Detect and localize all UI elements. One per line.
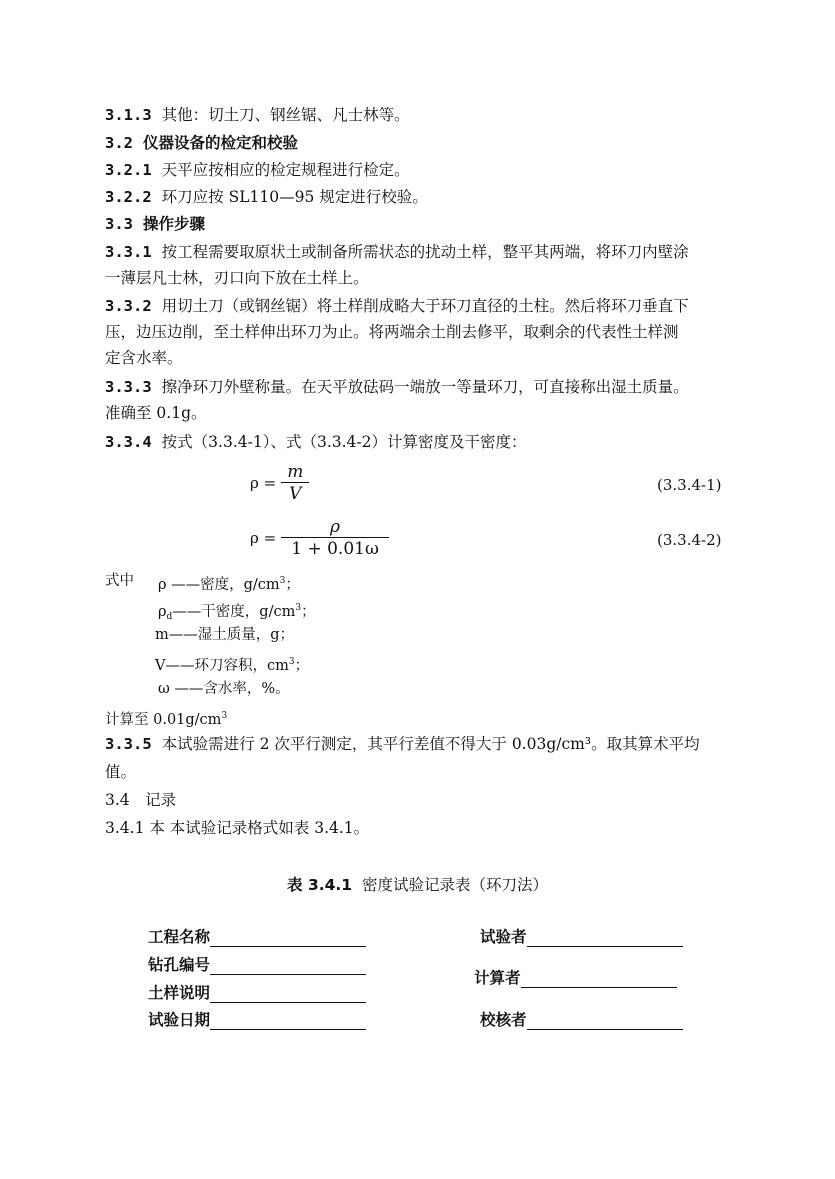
borehole-no-field: [148, 955, 366, 975]
superscript: 3: [279, 576, 286, 586]
definition-symbol: ρ: [158, 604, 167, 620]
formula-fraction: [281, 462, 309, 504]
checker-field: [480, 1010, 683, 1030]
calculator-field: [474, 968, 677, 988]
checker-input-line[interactable]: [527, 1011, 683, 1030]
section-number: 3.3.3: [105, 378, 152, 396]
section-heading: 操作步骤: [143, 215, 206, 233]
definition-dry-density: [158, 598, 316, 627]
sample-desc-field: [148, 983, 366, 1003]
section-number: 3.2: [105, 134, 133, 152]
section-3-1-3: [105, 105, 735, 125]
section-text: 天平应按相应的检定规程进行检定。: [161, 161, 410, 179]
definition-volume: [155, 652, 309, 676]
section-number: 3.3: [105, 215, 133, 233]
field-label: 校核者: [480, 1011, 527, 1029]
definition-text: ρ ——密度，g/cm: [158, 577, 280, 593]
section-3-3-2-line2: 压，边压边削，至土样伸出环刀为止。将两端余土削去修平，取剩余的代表性土样测: [105, 323, 679, 341]
punctuation: ；: [294, 658, 310, 674]
section-3-3-4: [105, 432, 735, 452]
section-3-3-5-line2: 值。: [105, 763, 137, 781]
section-text: 按工程需要取原状土或制备所需状态的扰动土样，整平其两端，将环刀内壁涂: [161, 243, 689, 261]
field-label: 土样说明: [148, 984, 211, 1002]
definitions-intro: 式中: [105, 573, 134, 589]
formula-lhs: ρ =: [250, 529, 277, 547]
section-heading: 仪器设备的检定和校验: [143, 134, 299, 152]
section-text: 按式（3.3.4-1）、式（3.3.4-2）计算密度及干密度：: [161, 433, 527, 451]
formula-numerator: m: [287, 462, 304, 482]
formula-fraction: [281, 517, 389, 559]
note-text: 计算至 0.01g/cm: [105, 712, 222, 728]
definition-text: V——环刀容积，cm: [155, 658, 289, 674]
section-text: 擦净环刀外壁称量。在天平放砝码一端放一等量环刀，可直接称出湿土质量。: [161, 378, 689, 396]
formula-denominator: V: [281, 482, 309, 504]
definition-density: [158, 571, 300, 595]
field-label: 钻孔编号: [148, 956, 211, 974]
calculator-input-line[interactable]: [521, 969, 677, 988]
superscript: 3: [221, 711, 228, 721]
definition-wet-mass: m——湿土质量，g；: [155, 627, 295, 643]
formula-dry-density: [250, 517, 389, 559]
section-number: 3.3.1: [105, 243, 152, 261]
superscript: 3: [295, 603, 302, 613]
section-3-3-heading: [105, 214, 735, 234]
project-name-field: [148, 927, 366, 947]
field-label: 试验者: [480, 928, 527, 946]
borehole-no-input-line[interactable]: [210, 956, 366, 975]
section-text: 本试验需进行 2 次平行测定，其平行差值不得大于 0.03g/cm³。取其算术平均: [161, 735, 700, 753]
subscript: d: [166, 612, 173, 622]
equation-number: (3.3.4-2): [657, 531, 722, 549]
formula-density: [250, 462, 309, 504]
equation-number: (3.3.4-1): [657, 476, 722, 494]
field-label: 试验日期: [148, 1011, 211, 1029]
definition-text: ——干密度，g/cm: [172, 604, 296, 620]
tester-input-line[interactable]: [527, 928, 683, 947]
sample-desc-input-line[interactable]: [210, 984, 366, 1003]
formula-lhs: ρ =: [250, 474, 277, 492]
section-text: 其他：切土刀、钢丝锯、凡士林等。: [161, 106, 410, 124]
definition-moisture: ω ——含水率，%。: [158, 681, 290, 697]
section-number: 3.2.2: [105, 188, 152, 206]
section-3-2-heading: [105, 133, 735, 153]
section-number: 3.3.5: [105, 735, 152, 753]
section-number: 3.3.2: [105, 297, 152, 315]
table-title-text: 密度试验记录表（环刀法）: [361, 876, 548, 894]
section-3-2-1: [105, 160, 735, 180]
punctuation: ；: [285, 577, 300, 593]
test-date-field: [148, 1010, 366, 1030]
section-3-3-5-line1: [105, 734, 735, 754]
project-name-input-line[interactable]: [210, 928, 366, 947]
section-text: 环刀应按 SL110—95 规定进行校验。: [161, 188, 428, 206]
section-3-4-1: 3.4.1 本 本试验记录格式如表 3.4.1。: [105, 819, 370, 837]
section-3-3-2-line3: 定含水率。: [105, 349, 183, 367]
section-number: 3.1.3: [105, 106, 152, 124]
section-3-3-3-line1: [105, 377, 735, 397]
formula-denominator: 1 + 0.01ω: [281, 537, 389, 559]
section-3-3-1-line2: 一薄层凡士林，刃口向下放在土样上。: [105, 269, 369, 287]
section-text: 用切土刀（或钢丝锯）将土样削成略大于环刀直径的土柱。然后将环刀垂直下: [161, 297, 689, 315]
formula-numerator: ρ: [330, 517, 341, 537]
test-date-input-line[interactable]: [210, 1011, 366, 1030]
table-number: 表 3.4.1: [287, 876, 353, 894]
section-3-3-3-line2: 准确至 0.1g。: [105, 404, 207, 422]
section-3-3-1-line1: [105, 242, 735, 262]
table-title: [0, 873, 835, 895]
section-number: 3.2.1: [105, 161, 152, 179]
superscript: 3: [288, 657, 295, 667]
section-number: 3.3.4: [105, 433, 152, 451]
punctuation: ；: [301, 604, 316, 620]
field-label: 计算者: [474, 969, 521, 987]
calc-precision-note: [105, 706, 227, 730]
field-label: 工程名称: [148, 928, 211, 946]
section-3-4-heading: 3.4 记录: [105, 791, 177, 809]
tester-field: [480, 927, 683, 947]
section-3-2-2: [105, 187, 735, 207]
section-3-3-2-line1: [105, 296, 735, 316]
